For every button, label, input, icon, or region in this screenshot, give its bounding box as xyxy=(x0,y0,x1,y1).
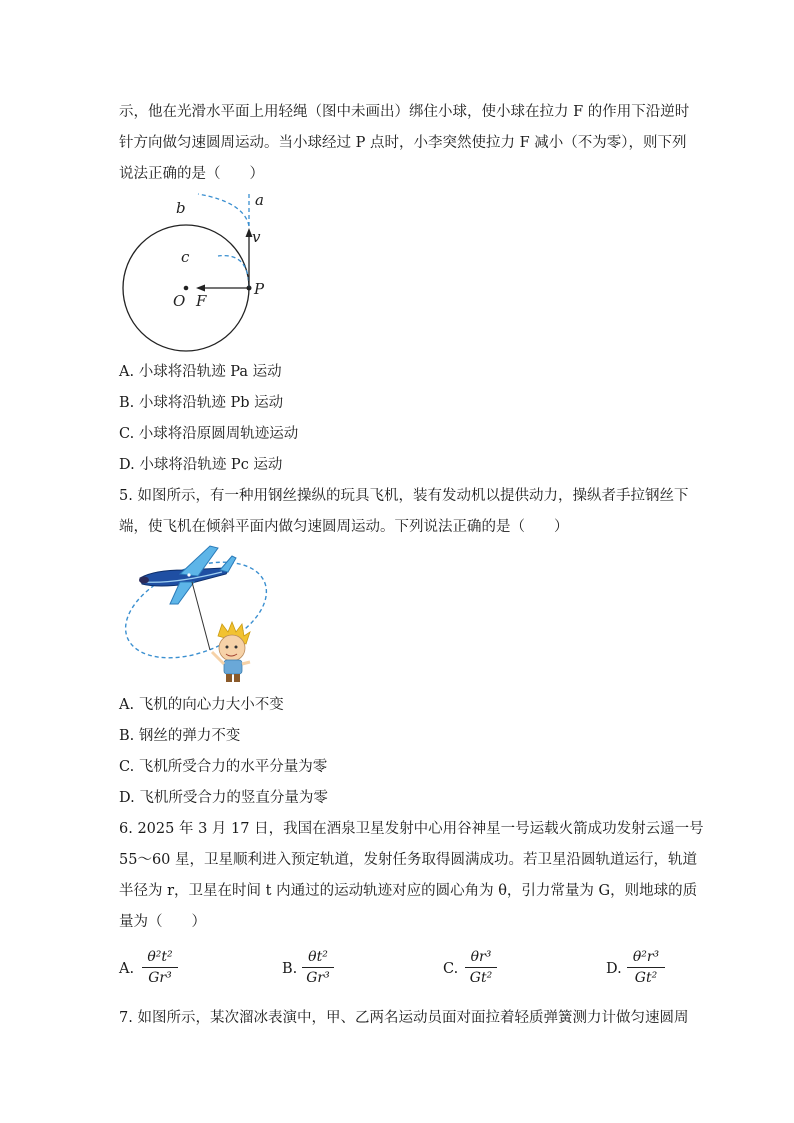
q5-line-2: 端，使飞机在倾斜平面内做匀速圆周运动。下列说法正确的是（ ） xyxy=(119,519,569,535)
label-p: P xyxy=(254,280,265,298)
q4-option-c[interactable]: C. 小球将沿原圆周轨迹运动 xyxy=(119,426,299,442)
q6-option-b-numerator: θt² xyxy=(308,949,328,965)
path-b xyxy=(198,194,249,226)
q5-option-a[interactable]: A. 飞机的向心力大小不变 xyxy=(119,697,284,713)
label-f: F xyxy=(196,292,207,310)
path-c xyxy=(218,256,249,288)
q6-option-a-label[interactable]: A. xyxy=(119,961,135,977)
q4-line-1: 示，他在光滑水平面上用轻绳（图中未画出）绑住小球，使小球在拉力 F 的作用下沿逆时 xyxy=(119,104,690,120)
q6-option-a-denominator: Gr³ xyxy=(148,970,172,986)
q4-option-a[interactable]: A. 小球将沿轨迹 Pa 运动 xyxy=(119,364,282,380)
q4-circle-figure xyxy=(110,186,290,356)
q6-option-a-numerator: θ²t² xyxy=(147,949,173,965)
q6-option-d-numerator: θ²r³ xyxy=(632,949,660,965)
q6-line-1: 6. 2025 年 3 月 17 日，我国在酒泉卫星发射中心用谷神星一号运载火箭成功发射云遥一号 xyxy=(119,821,704,837)
label-o: O xyxy=(173,292,186,310)
q4-line-3: 说法正确的是（ ） xyxy=(119,166,264,182)
q4-line-2: 针方向做匀速圆周运动。当小球经过 P 点时，小李突然使拉力 F 减小（不为零），则下列 xyxy=(119,135,687,151)
q6-option-b-fraction[interactable] xyxy=(302,948,334,987)
q6-option-b-denominator: Gr³ xyxy=(306,970,330,986)
q6-line-4: 量为（ ） xyxy=(119,914,206,930)
q6-option-d-label[interactable]: D. xyxy=(606,961,622,977)
boy-operator xyxy=(212,622,250,682)
fraction-bar xyxy=(302,967,334,968)
q7-line-1: 7. 如图所示，某次溜冰表演中，甲、乙两名运动员面对面拉着轻质弹簧测力计做匀速圆周 xyxy=(119,1010,689,1026)
fraction-bar xyxy=(465,967,497,968)
label-b: b xyxy=(176,199,186,217)
label-a: a xyxy=(255,191,264,209)
force-arrowhead xyxy=(196,285,205,292)
q5-option-d[interactable]: D. 飞机所受合力的竖直分量为零 xyxy=(119,790,328,806)
q6-option-d-denominator: Gt² xyxy=(634,970,658,986)
q4-option-b[interactable]: B. 小球将沿轨迹 Pb 运动 xyxy=(119,395,284,411)
q6-line-2: 55～60 星，卫星顺利进入预定轨道，发射任务取得圆满成功。若卫星沿圆轨道运行，轨道 xyxy=(119,852,698,868)
toy-airplane xyxy=(139,546,236,604)
fraction-bar xyxy=(627,967,665,968)
q6-option-c-numerator: θr³ xyxy=(470,949,492,965)
q5-option-c[interactable]: C. 飞机所受合力的水平分量为零 xyxy=(119,759,328,775)
q6-option-c-denominator: Gt² xyxy=(469,970,493,986)
q6-option-d-fraction[interactable] xyxy=(627,948,665,987)
center-point-o xyxy=(184,286,189,291)
q5-option-b[interactable]: B. 钢丝的弹力不变 xyxy=(119,728,241,744)
q5-line-1: 5. 如图所示，有一种用钢丝操纵的玩具飞机，装有发动机以提供动力，操纵者手拉钢丝下 xyxy=(119,488,689,504)
q6-option-a-fraction[interactable] xyxy=(142,948,178,987)
fraction-bar xyxy=(142,967,178,968)
q6-option-c-fraction[interactable] xyxy=(465,948,497,987)
q6-option-b-label[interactable]: B. xyxy=(282,961,298,977)
label-c: c xyxy=(181,248,190,266)
label-v: v xyxy=(252,228,261,246)
q6-line-3: 半径为 r，卫星在时间 t 内通过的运动轨迹对应的圆心角为 θ，引力常量为 G，则地球的质 xyxy=(119,883,698,899)
steel-wire xyxy=(192,582,210,650)
q4-option-d[interactable]: D. 小球将沿轨迹 Pc 运动 xyxy=(119,457,283,473)
q6-option-c-label[interactable]: C. xyxy=(443,961,459,977)
q5-airplane-figure xyxy=(114,544,284,689)
